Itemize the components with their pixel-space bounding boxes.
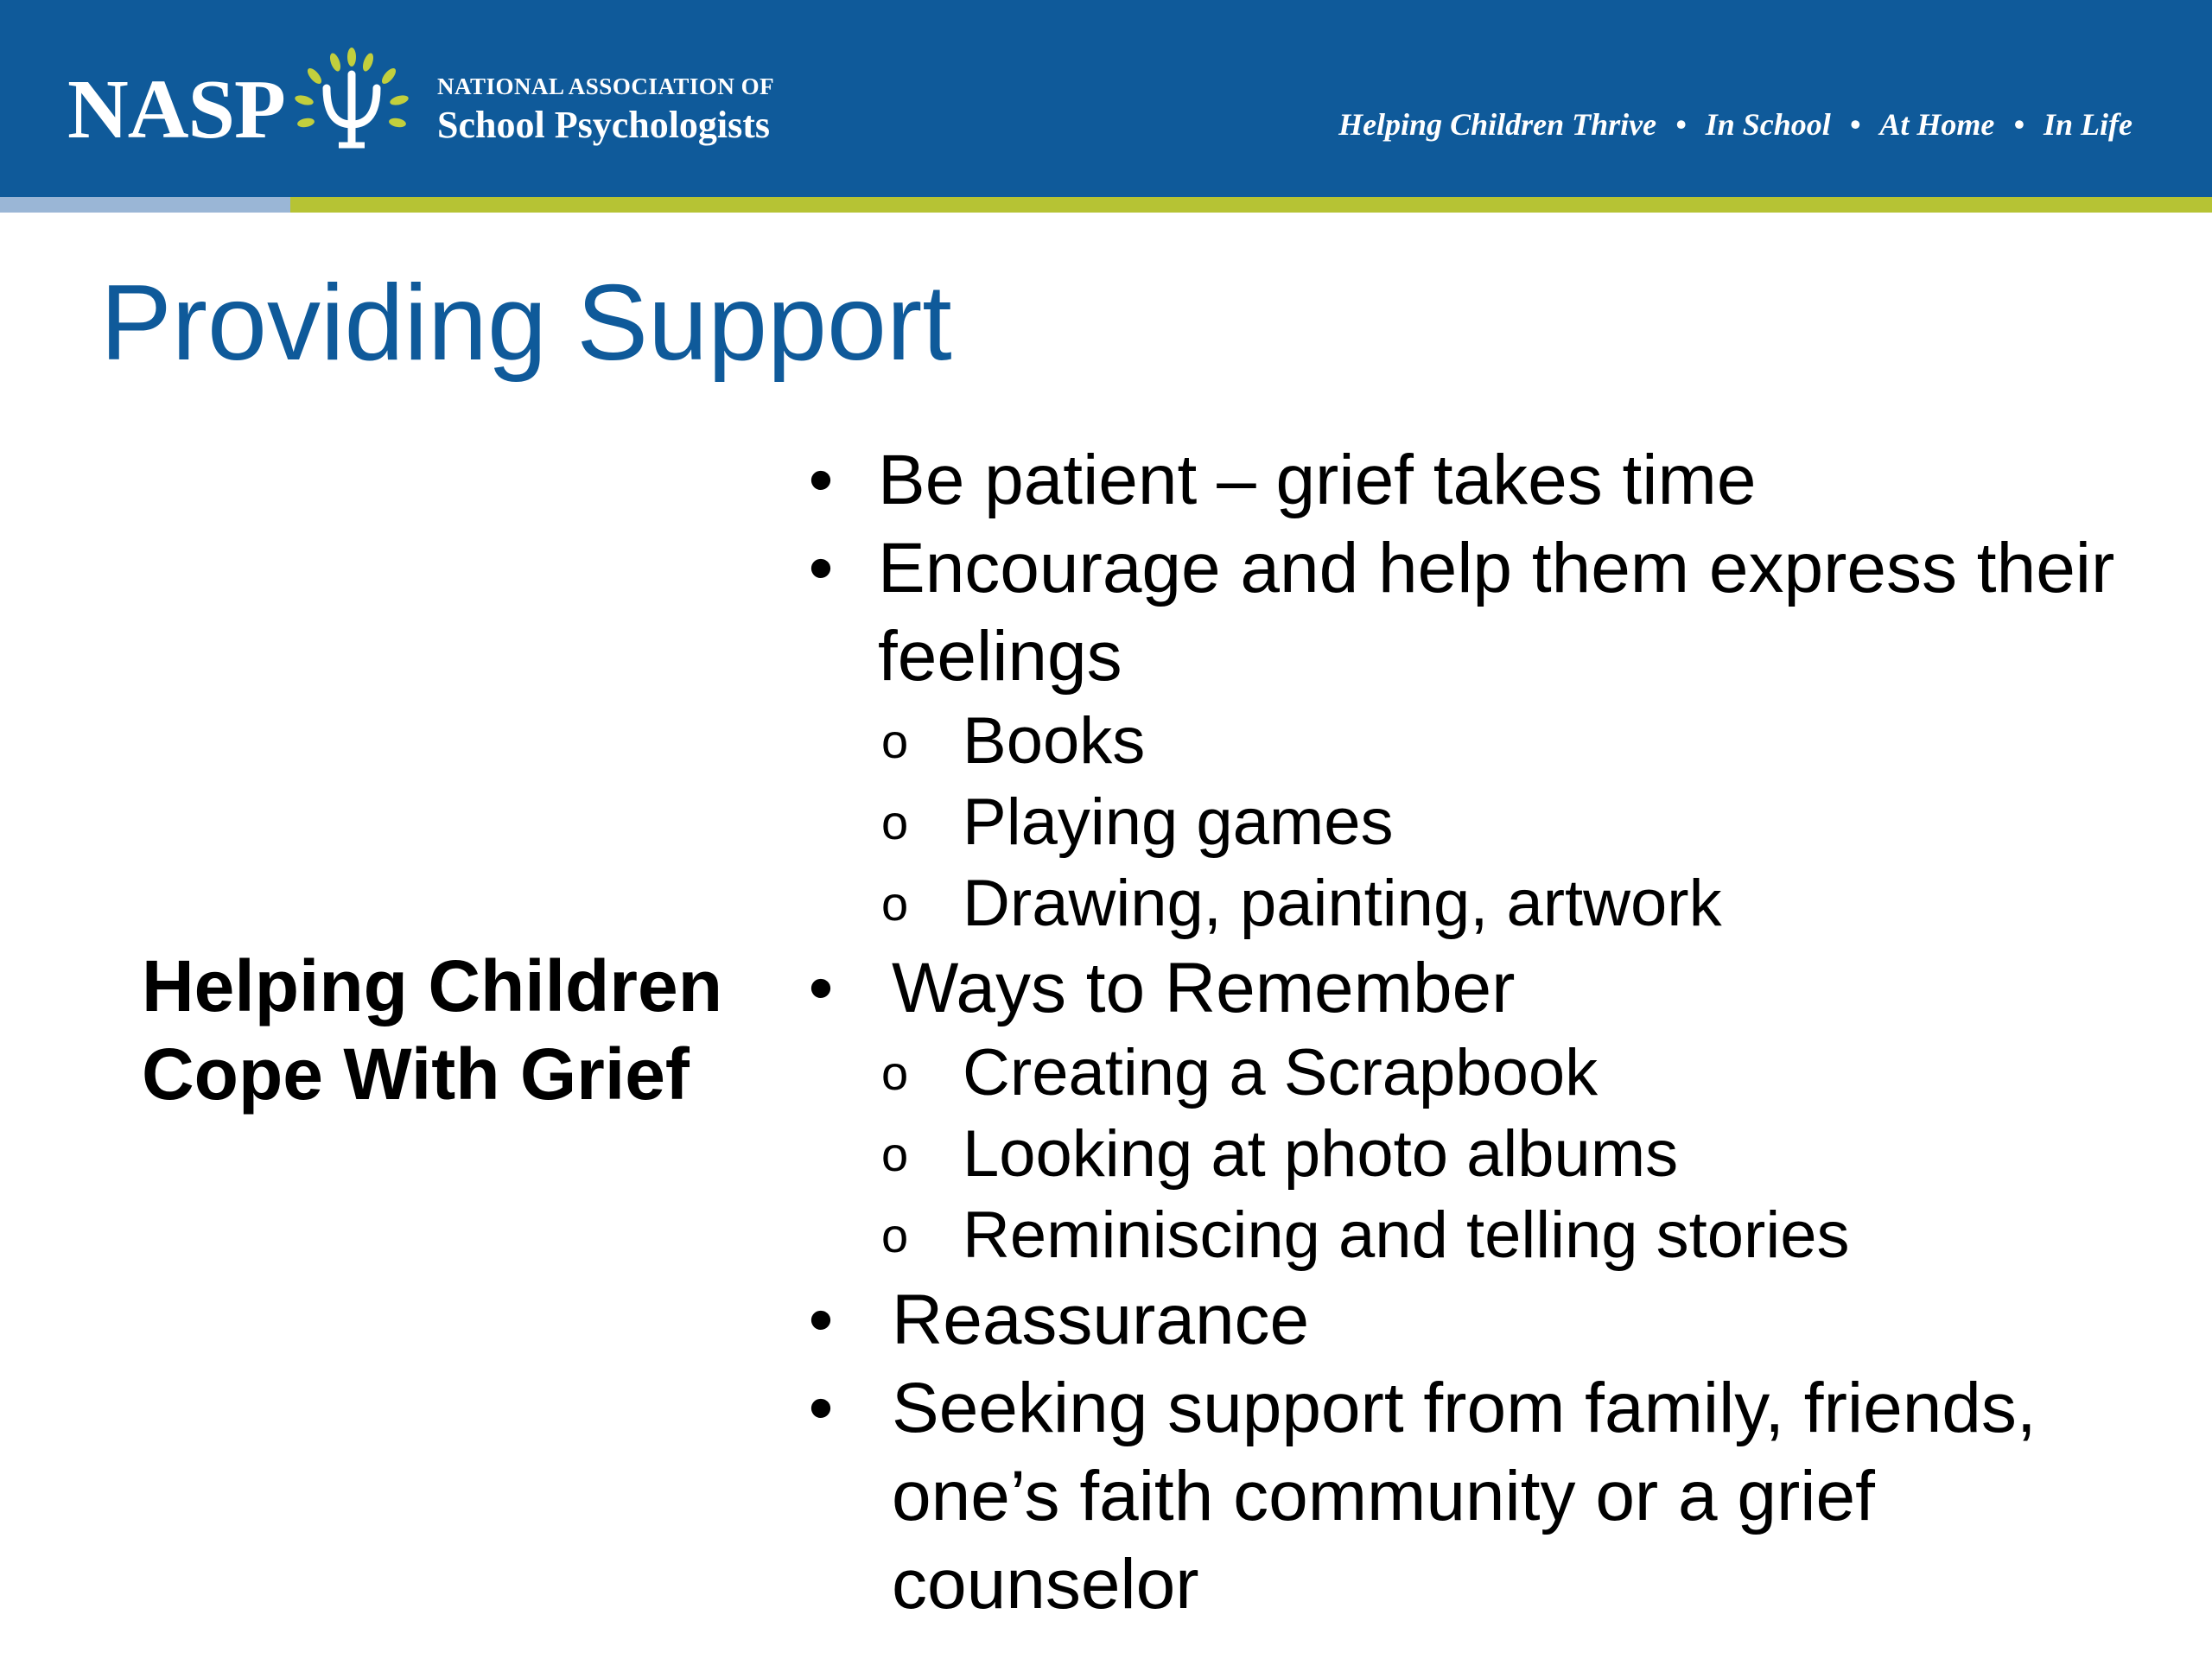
tagline-separator: • (1849, 107, 1861, 142)
bullet-item (804, 436, 2152, 524)
tagline (1338, 100, 2133, 149)
org-name-line1: NATIONAL ASSOCIATION OF (437, 73, 775, 99)
bullet-item (804, 524, 2152, 701)
slide-title: Providing Support (100, 264, 952, 383)
bullet-marker: • (808, 441, 834, 519)
bullet-marker: • (808, 529, 834, 607)
sub-bullet-marker: o (881, 876, 909, 931)
tagline-separator: • (1675, 107, 1687, 142)
tagline-part: In School (1705, 107, 1831, 142)
sub-bullet-item (804, 863, 2152, 944)
bullet-item (804, 1364, 2152, 1629)
bullet-list (804, 436, 2152, 1629)
sub-bullet-item (804, 1033, 2152, 1114)
sub-bullet-marker: o (881, 1046, 909, 1100)
sub-bullet-text: Books (963, 704, 1146, 778)
tagline-separator: • (2013, 107, 2024, 142)
org-name-line2: School Psychologists (437, 104, 771, 146)
bullet-item (804, 944, 2152, 1033)
side-label-line: Helping Children (142, 945, 722, 1027)
sub-bullet-text: Drawing, painting, artwork (963, 867, 1722, 940)
sub-bullet-marker: o (881, 714, 909, 768)
sub-bullet-text: Playing games (963, 785, 1394, 859)
sub-bullet-marker: o (881, 795, 909, 849)
bullet-text: Encourage and help them express their feelings (878, 529, 2115, 696)
side-label (142, 942, 798, 1118)
sub-bullet-item (804, 701, 2152, 782)
sub-bullet-item (804, 1114, 2152, 1195)
bullet-text: Be patient – grief takes time (878, 441, 1757, 519)
bullet-marker: • (808, 949, 834, 1027)
sub-bullet-text: Reminiscing and telling stories (963, 1198, 1850, 1272)
bullet-item (804, 1276, 2152, 1364)
psi-leaves-icon (292, 47, 411, 154)
accent-stripe-blue (0, 197, 290, 213)
sub-bullet-marker: o (881, 1208, 909, 1262)
tagline-part: At Home (1879, 107, 1995, 142)
tagline-part: In Life (2044, 107, 2133, 142)
sub-bullet-item (804, 782, 2152, 863)
sub-bullet-item (804, 1195, 2152, 1276)
header-band (0, 0, 2212, 197)
accent-stripe-green (290, 197, 2212, 213)
tagline-part: Helping Children Thrive (1338, 107, 1657, 142)
bullet-text: Reassurance (892, 1281, 1310, 1359)
bullet-text: Ways to Remember (892, 949, 1516, 1027)
sub-bullet-text: Creating a Scrapbook (963, 1036, 1599, 1109)
side-label-line: Cope With Grief (142, 1033, 690, 1115)
bullet-text: Seeking support from family, friends, one’s faith community or a grief counselor (892, 1369, 2037, 1624)
bullet-marker: • (808, 1369, 834, 1447)
sub-bullet-marker: o (881, 1127, 909, 1181)
bullet-marker: • (808, 1281, 834, 1359)
nasp-logo-text: NASP (67, 63, 285, 156)
sub-bullet-text: Looking at photo albums (963, 1117, 1679, 1191)
